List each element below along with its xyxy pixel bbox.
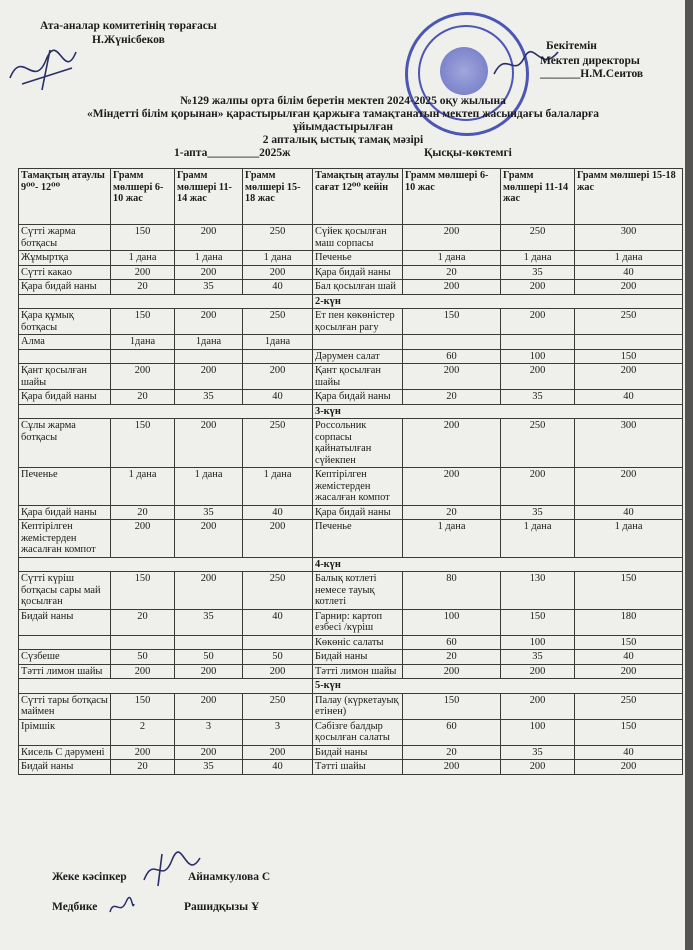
- column-header: Грамм мөлшері 15-18 жас: [243, 169, 313, 225]
- gram-cell: 200: [501, 664, 575, 679]
- dish-name-cell: Дәрумен салат: [313, 349, 403, 364]
- column-header: Тамақтың атаулы сағат 12⁰⁰ кейін: [313, 169, 403, 225]
- dish-name-cell: Қара бидай наны: [19, 280, 111, 295]
- dish-name-cell: [19, 635, 111, 650]
- gram-cell: 200: [575, 364, 683, 390]
- gram-cell: 35: [175, 505, 243, 520]
- gram-cell: 200: [403, 225, 501, 251]
- approve-label: Бекітемін: [546, 40, 597, 52]
- gram-cell: 1 дана: [403, 520, 501, 558]
- gram-cell: 200: [501, 468, 575, 506]
- dish-name-cell: Бидай наны: [313, 745, 403, 760]
- gram-cell: 200: [175, 419, 243, 468]
- gram-cell: 200: [111, 364, 175, 390]
- gram-cell: 35: [501, 390, 575, 405]
- gram-cell: 150: [403, 693, 501, 719]
- gram-cell: 20: [403, 745, 501, 760]
- gram-cell: 200: [111, 664, 175, 679]
- gram-cell: 200: [175, 309, 243, 335]
- column-header: Грамм мөлшері 11-14 жас: [175, 169, 243, 225]
- column-header: Грамм мөлшері 11-14 жас: [501, 169, 575, 225]
- gram-cell: 50: [175, 650, 243, 665]
- director-name: _______Н.М.Сеитов: [540, 68, 644, 80]
- dish-name-cell: Палау (күркетауық етінен): [313, 693, 403, 719]
- gram-cell: 200: [111, 520, 175, 558]
- gram-cell: 20: [403, 650, 501, 665]
- gram-cell: 300: [575, 225, 683, 251]
- day-label: 2-күн: [313, 294, 683, 309]
- table-row: [19, 572, 683, 610]
- dish-name-cell: Печенье: [313, 520, 403, 558]
- dish-name-cell: Россольник сорпасы қайнатылған сүйекпен: [313, 419, 403, 468]
- gram-cell: [403, 335, 501, 350]
- gram-cell: 1дана: [111, 335, 175, 350]
- dish-name-cell: Ет пен көкөністер қосылған рагу: [313, 309, 403, 335]
- gram-cell: 1 дана: [111, 468, 175, 506]
- table-row: [19, 280, 683, 295]
- dish-name-cell: Қант қосылған шайы: [313, 364, 403, 390]
- gram-cell: 250: [575, 693, 683, 719]
- gram-cell: 40: [243, 609, 313, 635]
- column-header: Грамм мөлшері 15-18 жас: [575, 169, 683, 225]
- gram-cell: 50: [243, 650, 313, 665]
- gram-cell: 250: [243, 693, 313, 719]
- gram-cell: 1дана: [243, 335, 313, 350]
- gram-cell: 200: [175, 664, 243, 679]
- table-row: [19, 635, 683, 650]
- gram-cell: 20: [111, 390, 175, 405]
- gram-cell: [243, 635, 313, 650]
- table-row: [19, 650, 683, 665]
- table-row: [19, 520, 683, 558]
- gram-cell: 200: [403, 364, 501, 390]
- gram-cell: [175, 349, 243, 364]
- day-label: 3-күн: [313, 404, 683, 419]
- supplier-signature: [138, 848, 208, 890]
- gram-cell: 35: [501, 265, 575, 280]
- gram-cell: 40: [575, 265, 683, 280]
- gram-cell: 40: [243, 760, 313, 775]
- gram-cell: 150: [111, 693, 175, 719]
- table-row: [19, 505, 683, 520]
- table-row: [19, 719, 683, 745]
- gram-cell: 1 дана: [501, 520, 575, 558]
- gram-cell: 200: [575, 468, 683, 506]
- gram-cell: 1 дана: [175, 468, 243, 506]
- gram-cell: 40: [243, 505, 313, 520]
- gram-cell: 35: [175, 609, 243, 635]
- table-header-row: [19, 169, 683, 225]
- committee-chair-name: Н.Жүнісбеков: [92, 34, 165, 46]
- gram-cell: 35: [175, 280, 243, 295]
- gram-cell: 150: [403, 309, 501, 335]
- day-spacer: [19, 294, 313, 309]
- table-row: [19, 364, 683, 390]
- gram-cell: 20: [111, 609, 175, 635]
- gram-cell: 1 дана: [575, 520, 683, 558]
- gram-cell: 50: [111, 650, 175, 665]
- gram-cell: 40: [575, 390, 683, 405]
- gram-cell: 100: [501, 349, 575, 364]
- gram-cell: 20: [403, 505, 501, 520]
- dish-name-cell: Тәтті шайы: [313, 760, 403, 775]
- gram-cell: 40: [575, 745, 683, 760]
- table-row: [19, 693, 683, 719]
- dish-name-cell: Бидай наны: [313, 650, 403, 665]
- gram-cell: [111, 349, 175, 364]
- gram-cell: 40: [243, 390, 313, 405]
- gram-cell: 200: [175, 364, 243, 390]
- nurse-name: Рашидқызы Ұ: [184, 901, 260, 913]
- gram-cell: 200: [175, 265, 243, 280]
- season-label: Қысқы-көктемгі: [424, 147, 512, 159]
- dish-name-cell: Қара бидай наны: [313, 505, 403, 520]
- gram-cell: 250: [243, 225, 313, 251]
- gram-cell: 80: [403, 572, 501, 610]
- gram-cell: 200: [575, 760, 683, 775]
- dish-name-cell: Қара бидай наны: [313, 265, 403, 280]
- dish-name-cell: Кептірілген жемістерден жасалған компот: [313, 468, 403, 506]
- column-header: Грамм мөлшері 6-10 жас: [111, 169, 175, 225]
- gram-cell: 200: [111, 265, 175, 280]
- gram-cell: 35: [175, 760, 243, 775]
- table-row: [19, 225, 683, 251]
- gram-cell: 150: [575, 349, 683, 364]
- gram-cell: 200: [243, 745, 313, 760]
- dish-name-cell: [19, 349, 111, 364]
- table-row: [19, 745, 683, 760]
- gram-cell: [243, 349, 313, 364]
- gram-cell: 100: [403, 609, 501, 635]
- table-row: [19, 309, 683, 335]
- dish-name-cell: Бидай наны: [19, 609, 111, 635]
- committee-title: Ата-аналар комитетінің төрағасы: [40, 20, 217, 32]
- gram-cell: 300: [575, 419, 683, 468]
- dish-name-cell: Ірімшік: [19, 719, 111, 745]
- dish-name-cell: Балық котлеті немесе тауық котлеті: [313, 572, 403, 610]
- gram-cell: 35: [501, 745, 575, 760]
- table-row: [19, 265, 683, 280]
- table-row: [19, 664, 683, 679]
- day-spacer: [19, 404, 313, 419]
- gram-cell: 3: [243, 719, 313, 745]
- doc-title-line4: 2 апталық ыстық тамақ мәзірі: [262, 134, 424, 146]
- table-row: [19, 609, 683, 635]
- dish-name-cell: Қара құмық ботқасы: [19, 309, 111, 335]
- day-row: [19, 294, 683, 309]
- gram-cell: 150: [575, 635, 683, 650]
- table-row: [19, 390, 683, 405]
- gram-cell: 200: [243, 265, 313, 280]
- dish-name-cell: Сүтті какао: [19, 265, 111, 280]
- gram-cell: [111, 635, 175, 650]
- table-row: [19, 335, 683, 350]
- dish-name-cell: Бидай наны: [19, 760, 111, 775]
- gram-cell: 200: [403, 280, 501, 295]
- gram-cell: 200: [501, 280, 575, 295]
- table-row: [19, 251, 683, 266]
- supplier-label: Жеке кәсіпкер: [52, 871, 127, 883]
- table-row: [19, 468, 683, 506]
- gram-cell: 1 дана: [575, 251, 683, 266]
- gram-cell: 60: [403, 635, 501, 650]
- day-row: [19, 557, 683, 572]
- gram-cell: [501, 335, 575, 350]
- table-row: [19, 349, 683, 364]
- gram-cell: [575, 335, 683, 350]
- dish-name-cell: Тәтті лимон шайы: [19, 664, 111, 679]
- gram-cell: 1 дана: [243, 251, 313, 266]
- gram-cell: 100: [501, 635, 575, 650]
- director-title: Мектеп директоры: [540, 55, 640, 67]
- dish-name-cell: Жұмыртқа: [19, 251, 111, 266]
- gram-cell: 200: [243, 664, 313, 679]
- gram-cell: 1 дана: [175, 251, 243, 266]
- gram-cell: 35: [175, 390, 243, 405]
- dish-name-cell: Қант қосылған шайы: [19, 364, 111, 390]
- nurse-label: Медбике: [52, 901, 98, 913]
- supplier-name: Айнамкулова С: [188, 871, 271, 883]
- doc-title-line2: «Міндетті білім қорынан» қарастырылған қаржыға тамақтанатын мектеп жасындағы балаларға: [86, 108, 600, 120]
- week-label: 1-апта_________2025ж: [174, 147, 291, 159]
- column-header: Грамм мөлшері 6-10 жас: [403, 169, 501, 225]
- day-label: 5-күн: [313, 679, 683, 694]
- gram-cell: 60: [403, 719, 501, 745]
- gram-cell: 180: [575, 609, 683, 635]
- gram-cell: 200: [501, 760, 575, 775]
- gram-cell: 250: [243, 309, 313, 335]
- dish-name-cell: Сәбізге балдыр қосылған салаты: [313, 719, 403, 745]
- day-spacer: [19, 557, 313, 572]
- page-edge-shadow: [685, 0, 693, 950]
- dish-name-cell: Кисель С дәрумені: [19, 745, 111, 760]
- nurse-signature: [106, 894, 136, 920]
- table-row: [19, 760, 683, 775]
- gram-cell: 60: [403, 349, 501, 364]
- table-row: [19, 419, 683, 468]
- day-spacer: [19, 679, 313, 694]
- gram-cell: 20: [111, 760, 175, 775]
- dish-name-cell: [313, 335, 403, 350]
- gram-cell: 200: [403, 419, 501, 468]
- gram-cell: 1 дана: [501, 251, 575, 266]
- gram-cell: 20: [403, 265, 501, 280]
- gram-cell: 2: [111, 719, 175, 745]
- dish-name-cell: Тәтті лимон шайы: [313, 664, 403, 679]
- dish-name-cell: Бал қосылған шай: [313, 280, 403, 295]
- gram-cell: 250: [501, 225, 575, 251]
- gram-cell: 150: [111, 419, 175, 468]
- gram-cell: 35: [501, 650, 575, 665]
- gram-cell: 20: [403, 390, 501, 405]
- day-row: [19, 404, 683, 419]
- dish-name-cell: Алма: [19, 335, 111, 350]
- dish-name-cell: Сұлы жарма ботқасы: [19, 419, 111, 468]
- dish-name-cell: Сүзбеше: [19, 650, 111, 665]
- gram-cell: 200: [501, 693, 575, 719]
- gram-cell: 200: [403, 760, 501, 775]
- dish-name-cell: Қара бидай наны: [19, 505, 111, 520]
- dish-name-cell: Кептірілген жемістерден жасалған компот: [19, 520, 111, 558]
- gram-cell: 200: [243, 364, 313, 390]
- gram-cell: 200: [111, 745, 175, 760]
- gram-cell: 200: [243, 520, 313, 558]
- gram-cell: [175, 635, 243, 650]
- gram-cell: 40: [243, 280, 313, 295]
- gram-cell: 1 дана: [243, 468, 313, 506]
- gram-cell: 250: [501, 419, 575, 468]
- gram-cell: 150: [111, 225, 175, 251]
- gram-cell: 200: [175, 572, 243, 610]
- gram-cell: 150: [575, 719, 683, 745]
- gram-cell: 100: [501, 719, 575, 745]
- dish-name-cell: Печенье: [313, 251, 403, 266]
- dish-name-cell: Қара бидай наны: [313, 390, 403, 405]
- gram-cell: 20: [111, 505, 175, 520]
- gram-cell: 1дана: [175, 335, 243, 350]
- gram-cell: 200: [403, 664, 501, 679]
- gram-cell: 200: [501, 309, 575, 335]
- gram-cell: 40: [575, 650, 683, 665]
- column-header: Тамақтың атаулы 9⁰⁰- 12⁰⁰: [19, 169, 111, 225]
- dish-name-cell: Гарнир: картоп езбесі /күріш: [313, 609, 403, 635]
- chair-signature: [2, 38, 92, 96]
- gram-cell: 200: [575, 664, 683, 679]
- gram-cell: 20: [111, 280, 175, 295]
- doc-title-line1: №129 жалпы орта білім беретін мектеп 2024-2025 оқу жылына: [180, 95, 506, 107]
- gram-cell: 35: [501, 505, 575, 520]
- dish-name-cell: Сүйек қосылған маш сорпасы: [313, 225, 403, 251]
- gram-cell: 1 дана: [403, 251, 501, 266]
- gram-cell: 250: [575, 309, 683, 335]
- gram-cell: 200: [501, 364, 575, 390]
- gram-cell: 1 дана: [111, 251, 175, 266]
- gram-cell: 130: [501, 572, 575, 610]
- gram-cell: 200: [403, 468, 501, 506]
- dish-name-cell: Сүтті жарма ботқасы: [19, 225, 111, 251]
- gram-cell: 200: [175, 693, 243, 719]
- dish-name-cell: Сүтті күріш ботқасы сары май қосылған: [19, 572, 111, 610]
- gram-cell: 150: [501, 609, 575, 635]
- gram-cell: 250: [243, 419, 313, 468]
- day-label: 4-күн: [313, 557, 683, 572]
- gram-cell: 250: [243, 572, 313, 610]
- gram-cell: 200: [175, 520, 243, 558]
- gram-cell: 3: [175, 719, 243, 745]
- doc-title-line3: ұйымдастырылған: [293, 121, 393, 133]
- table-body: [19, 225, 683, 775]
- menu-table: [18, 168, 683, 775]
- gram-cell: 200: [175, 225, 243, 251]
- day-row: [19, 679, 683, 694]
- gram-cell: 200: [575, 280, 683, 295]
- gram-cell: 150: [111, 572, 175, 610]
- gram-cell: 150: [575, 572, 683, 610]
- dish-name-cell: Сүтті тары ботқасы маймен: [19, 693, 111, 719]
- gram-cell: 200: [175, 745, 243, 760]
- dish-name-cell: Печенье: [19, 468, 111, 506]
- dish-name-cell: Қара бидай наны: [19, 390, 111, 405]
- gram-cell: 40: [575, 505, 683, 520]
- gram-cell: 150: [111, 309, 175, 335]
- dish-name-cell: Көкөніс салаты: [313, 635, 403, 650]
